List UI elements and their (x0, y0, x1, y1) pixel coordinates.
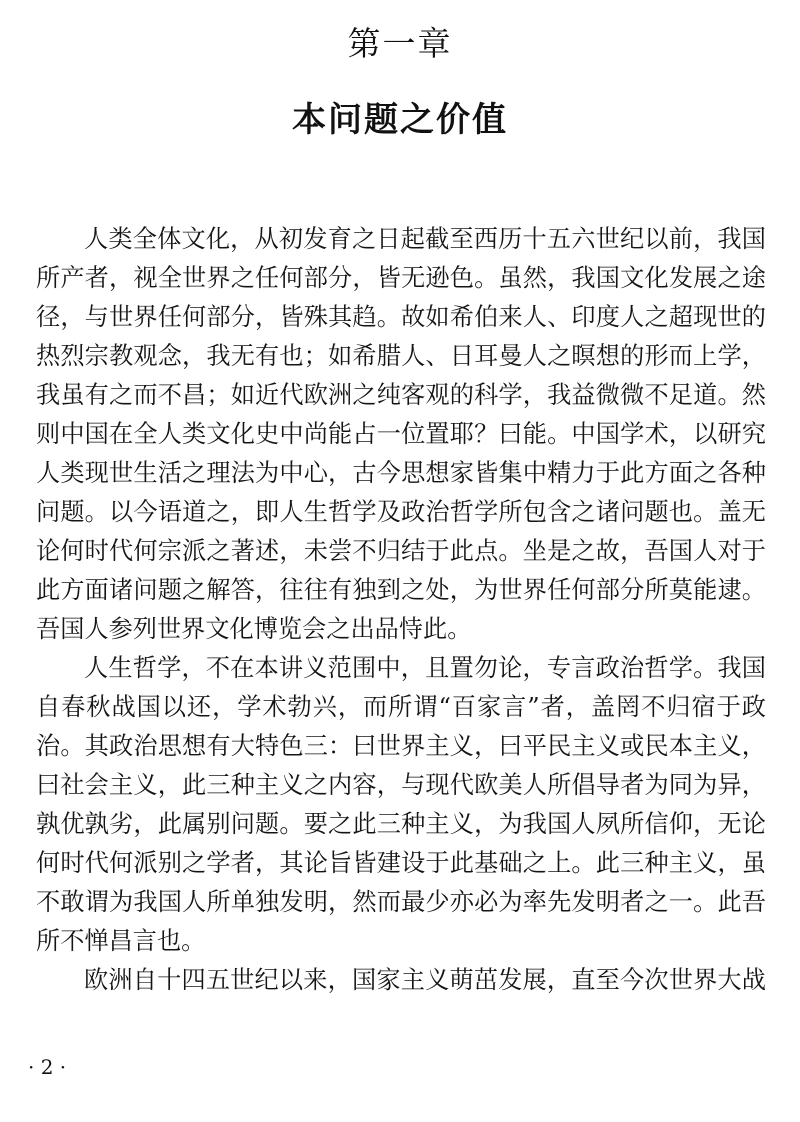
chapter-number: 第一章 (347, 24, 453, 63)
text-line: 我虽有之而不昌；如近代欧洲之纯客观的科学，我益微微不足道。然 (36, 381, 766, 409)
text-line: 何时代何派别之学者，其论旨皆建设于此基础之上。此三种主义，虽 (36, 849, 766, 877)
text-line: 自春秋战国以还，学术勃兴，而所谓“百家言”者，盖罔不归宿于政 (36, 693, 766, 721)
text-line: 欧洲自十四五世纪以来，国家主义萌茁发展，直至今次世界大战 (84, 966, 766, 994)
page-number: · 2 · (28, 1055, 67, 1079)
text-line: 人生哲学，不在本讲义范围中，且置勿论，专言政治哲学。我国 (84, 654, 766, 682)
paragraph (36, 961, 766, 1000)
text-line: 径，与世界任何部分，皆殊其趋。故如希伯来人、印度人之超现世的 (36, 303, 766, 331)
text-line: 人类现世生活之理法为中心，古今思想家皆集中精力于此方面之各种 (36, 459, 766, 487)
text-line: 热烈宗教观念，我无有也；如希腊人、日耳曼人之暝想的形而上学， (36, 342, 766, 370)
paragraph (36, 649, 766, 961)
text-line: 曰社会主义，此三种主义之内容，与现代欧美人所倡导者为同为异， (36, 771, 766, 799)
text-line: 不敢谓为我国人所单独发明，然而最少亦必为率先发明者之一。此吾 (36, 888, 766, 916)
text-line: 此方面诸问题之解答，往往有独到之处，为世界任何部分所莫能逮。 (36, 576, 766, 604)
chapter-title: 本问题之价值 (292, 100, 508, 140)
text-line: 问题。以今语道之，即人生哲学及政治哲学所包含之诸问题也。盖无 (36, 498, 766, 526)
text-line: 论何时代何宗派之著述，未尝不归结于此点。坐是之故，吾国人对于 (36, 537, 766, 565)
text-line: 治。其政治思想有大特色三：曰世界主义，曰平民主义或民本主义， (36, 732, 766, 760)
paragraph (36, 220, 766, 649)
text-line: 吾国人参列世界文化博览会之出品恃此。 (36, 615, 472, 643)
body-text (36, 220, 766, 1000)
text-line: 所产者，视全世界之任何部分，皆无逊色。虽然，我国文化发展之途 (36, 264, 766, 292)
text-line: 孰优孰劣，此属别问题。要之此三种主义，为我国人夙所信仰，无论 (36, 810, 766, 838)
text-line: 人类全体文化，从初发育之日起截至西历十五六世纪以前，我国 (84, 225, 766, 253)
text-line: 则中国在全人类文化史中尚能占一位置耶？曰能。中国学术，以研究 (36, 420, 766, 448)
text-line: 所不惮昌言也。 (36, 927, 206, 955)
